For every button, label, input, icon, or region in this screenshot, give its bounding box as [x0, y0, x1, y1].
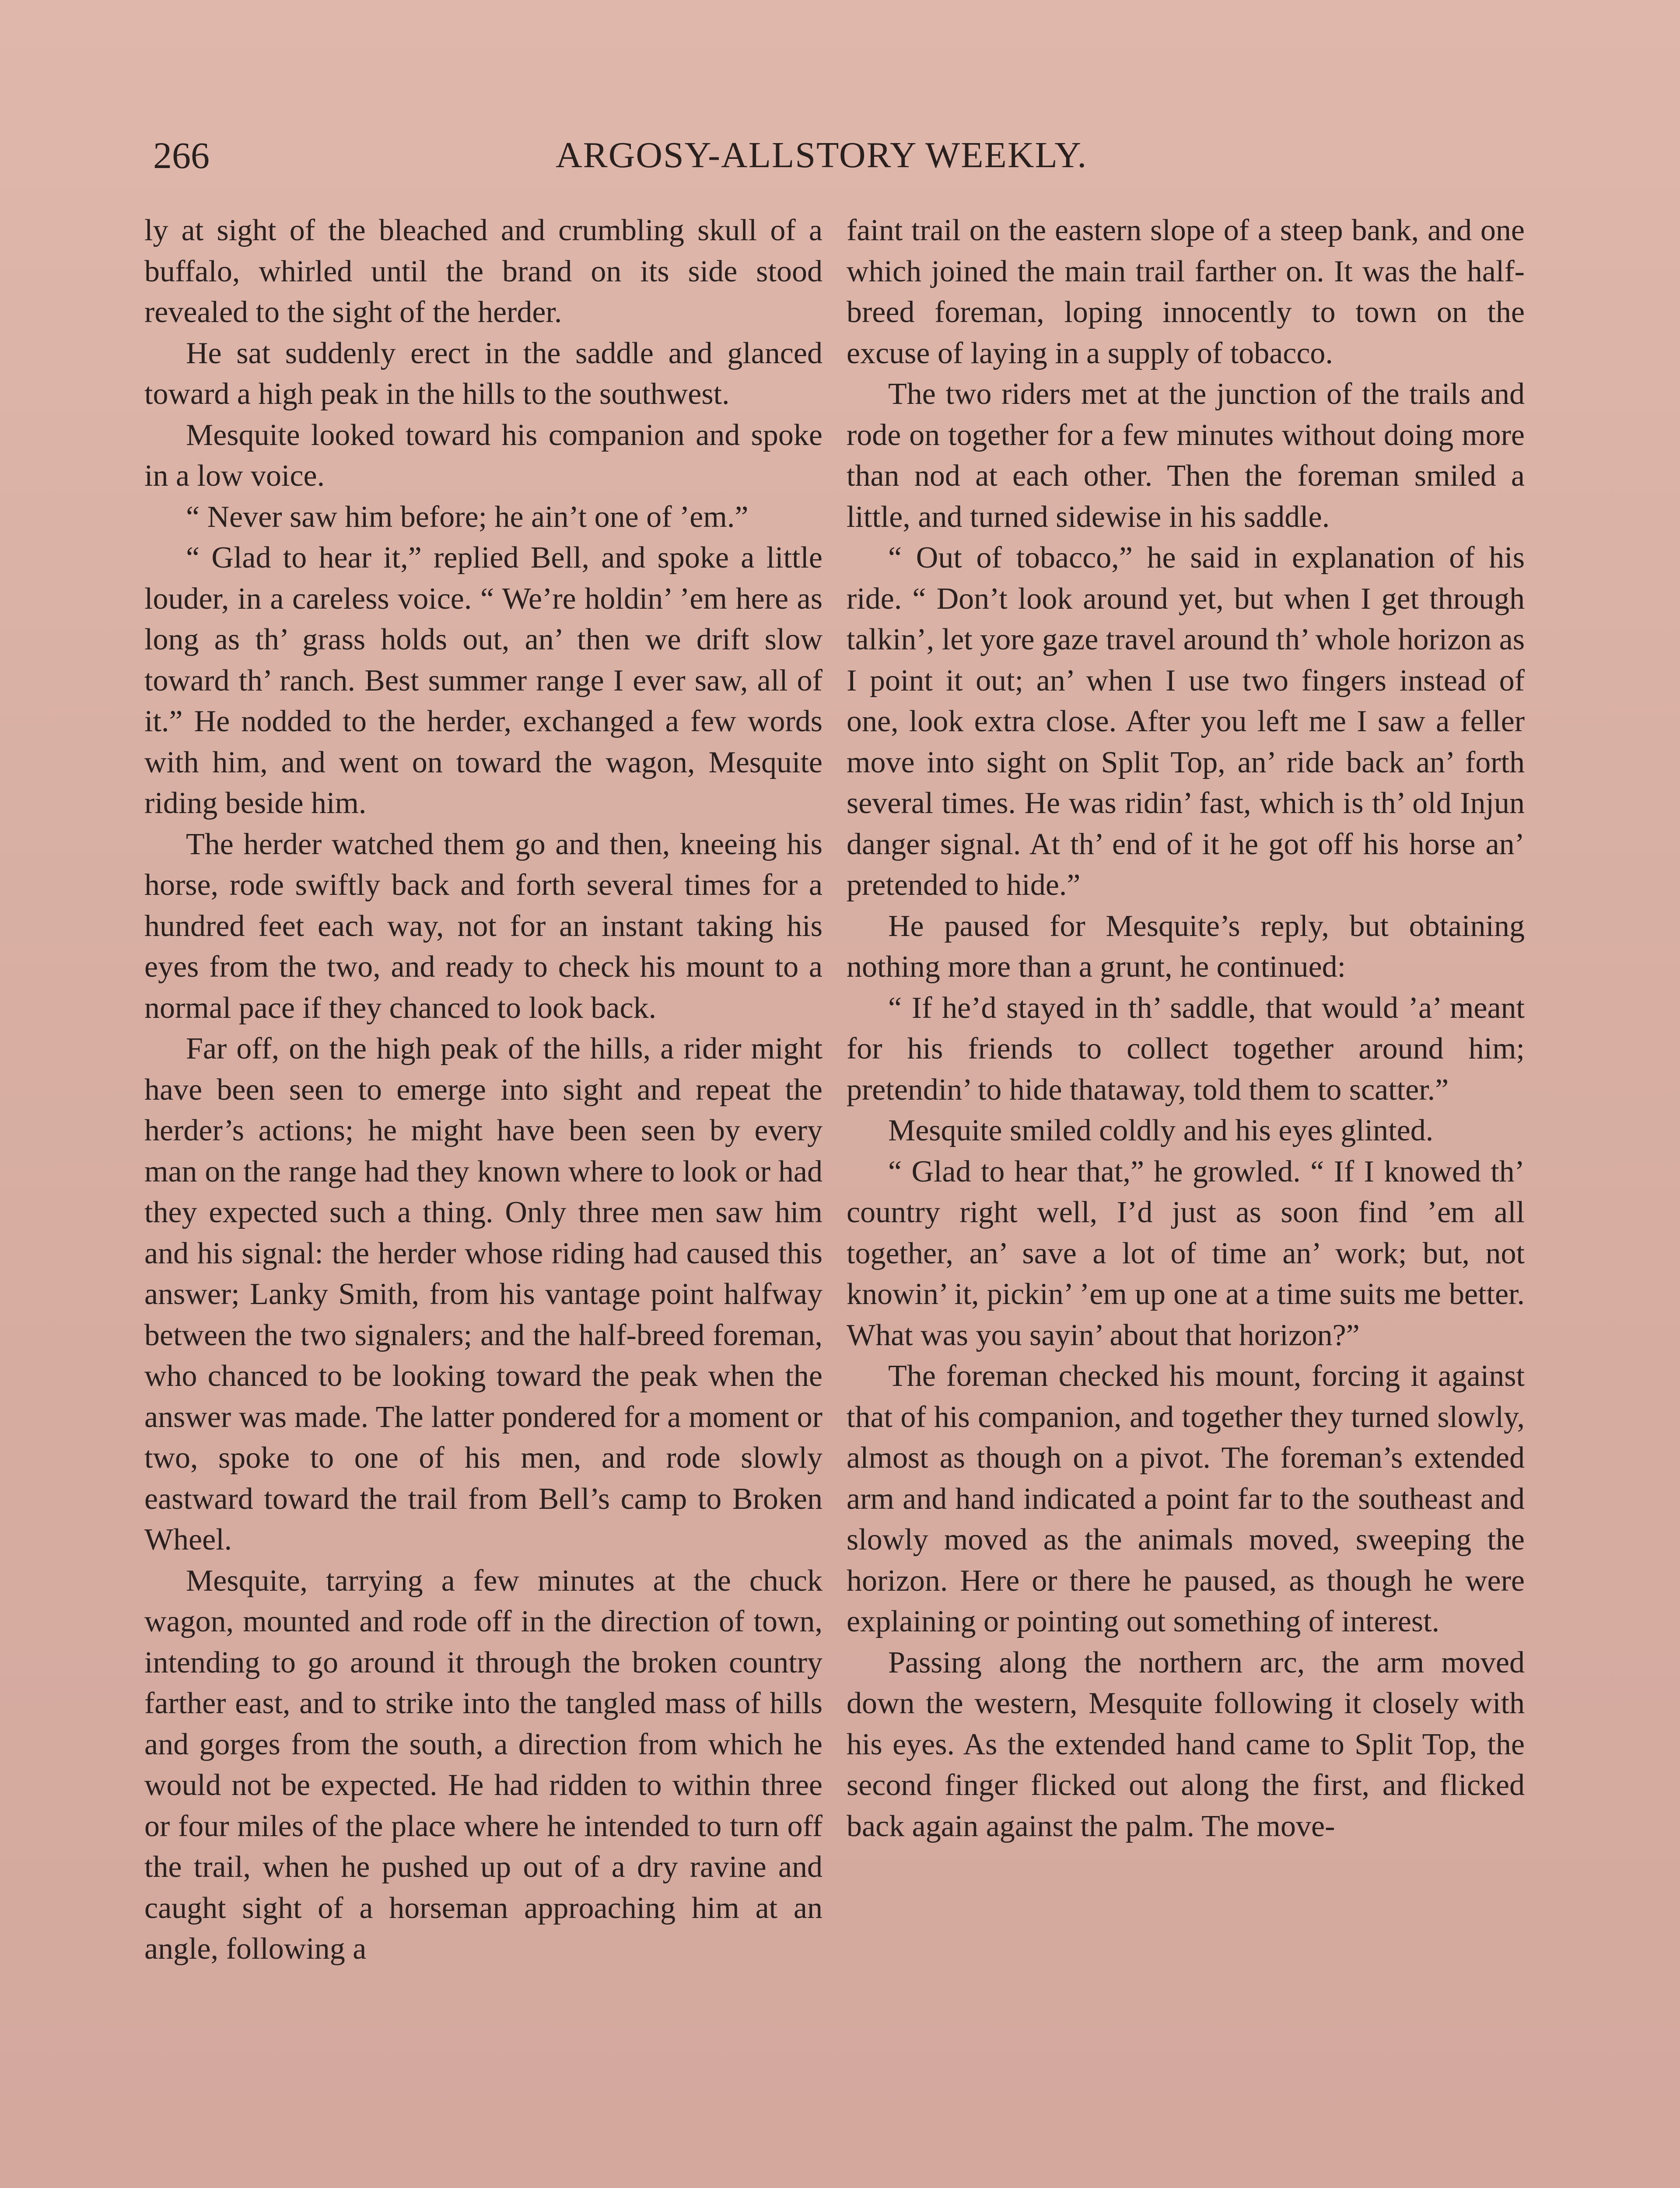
paragraph: “ Never saw him before; he ain’t one of ’em.” [186, 500, 749, 534]
paragraph: faint trail on the eastern slope of a steep bank, and one which joined the main trail farther on. It was the half-breed foreman, loping innocently to town on the excuse of laying in a supply of tobacco. [847, 214, 1525, 370]
paragraph: “ Glad to hear that,” he growled. “ If I knowed th’ country right well, I’d just as soon find ’em all together, an’ save a lot of time an’ work; but, not knowin’ it, pickin’ ’em up one at a time suits me better. What was you sayin’ about that horizon?” [847, 1154, 1525, 1352]
left-text-column [144, 210, 822, 2188]
page-number: 266 [153, 134, 210, 176]
paragraph: Mesquite smiled coldly and his eyes glinted. [888, 1114, 1434, 1147]
paragraph: Mesquite, tarrying a few minutes at the chuck wagon, mounted and rode off in the direction of town, intending to go around it through the broken country farther east, and to strike into the tangled mass of hills and gorges from the south, a direction from which he would not be expected. He had ridden to within three or four miles of the place where he intended to turn off the trail, when he pushed up out of a dry ravine and caught sight of a horseman approaching him at an angle, following a [144, 1564, 822, 1966]
paragraph: He paused for Mesquite’s reply, but obtaining nothing more than a grunt, he continued: [847, 909, 1525, 984]
right-text-column [847, 210, 1525, 2188]
paragraph: The two riders met at the junction of the trails and rode on together for a few minutes without doing more than nod at each other. Then the foreman smiled a little, and turned sidewise in his saddle. [847, 377, 1525, 534]
magazine-title: ARGOSY-ALLSTORY WEEKLY. [556, 135, 1088, 175]
paragraph: Passing along the northern arc, the arm moved down the western, Mesquite following it closely with his eyes. As the extended hand came to Split Top, the second finger flicked out along the first, and flicked back again against the palm. The move- [847, 1645, 1525, 1843]
paragraph: Far off, on the high peak of the hills, a rider might have been seen to emerge into sight and repeat the herder’s actions; he might have been seen by every man on the range had they known where to look or had they expected such a thing. Only three men saw him and his signal: the herder whose riding had caused this answer; Lanky Smith, from his vantage point halfway between the two signalers; and the half-breed foreman, who chanced to be looking toward the peak when the answer was made. The latter pondered for a moment or two, spoke to one of his men, and rode slowly eastward toward the trail from Bell’s camp to Broken Wheel. [144, 1032, 822, 1557]
paragraph: The foreman checked his mount, forcing it against that of his companion, and together they turned slowly, almost as though on a pivot. The foreman’s extended arm and hand indicated a point far to the southeast and slowly moved as the animals moved, sweeping the horizon. Here or there he paused, as though he were explaining or pointing out something of interest. [847, 1359, 1525, 1638]
running-head [153, 131, 1531, 179]
paragraph: Mesquite looked toward his companion and spoke in a low voice. [144, 418, 822, 493]
paragraph: “ If he’d stayed in th’ saddle, that would ’a’ meant for his friends to collect together around him; pretendin’ to hide thataway, told them to scatter.” [847, 991, 1525, 1107]
paragraph: He sat suddenly erect in the saddle and glanced toward a high peak in the hills to the southwest. [144, 336, 822, 411]
paragraph: The herder watched them go and then, kneeing his horse, rode swiftly back and forth several times for a hundred feet each way, not for an instant taking his eyes from the two, and ready to check his mount to a normal pace if they chanced to look back. [144, 827, 822, 1025]
paragraph: “ Glad to hear it,” replied Bell, and spoke a little louder, in a careless voice. “ We’re holdin’ ’em here as long as th’ grass holds out, an’ then we drift slow toward th’ ranch. Best summer range I ever saw, all of it.” He nodded to the herder, exchanged a few words with him, and went on toward the wagon, Mesquite riding beside him. [144, 541, 822, 820]
paragraph: “ Out of tobacco,” he said in explanation of his ride. “ Don’t look around yet, but when I get through talkin’, let yore gaze travel around th’ whole horizon as I point it out; an’ when I use two fingers instead of one, look extra close. After you left me I saw a feller move into sight on Split Top, an’ ride back an’ forth several times. He was ridin’ fast, which is th’ old Injun danger signal. At th’ end of it he got off his horse an’ pretended to hide.” [847, 541, 1525, 902]
paragraph: ly at sight of the bleached and crumbling skull of a buffalo, whirled until the brand on its side stood revealed to the sight of the herder. [144, 214, 822, 329]
